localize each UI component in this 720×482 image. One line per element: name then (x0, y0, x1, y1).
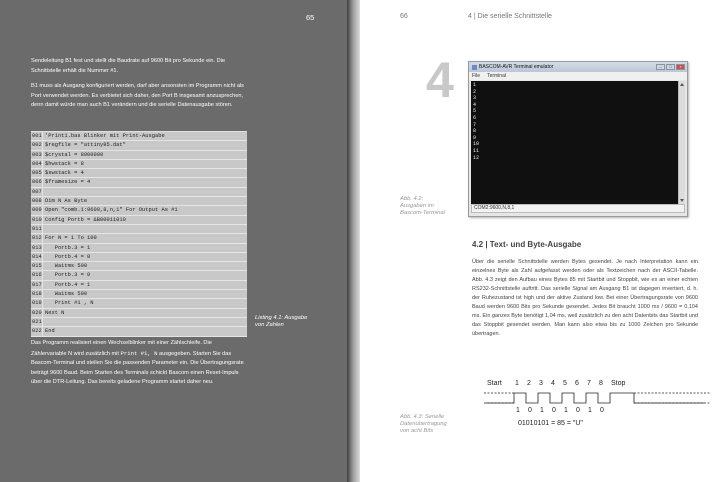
terminal-output-line: 5 (473, 108, 477, 115)
bit-value: 0 (528, 407, 532, 414)
code-line (31, 197, 247, 206)
bit-value: 0 (552, 407, 556, 414)
code-text: Portb.3 = 0 (45, 272, 91, 279)
byte-result: 01010101 = 85 = "U" (518, 420, 583, 427)
bit-slot-label: 8 (599, 380, 603, 387)
paragraph-2: B1 muss als Ausgang konfiguriert werden, darf aber ansonsten im Programm nicht als Port verwendet werden. Es verbietet sich daher, den Port B insgesamt anzusprechen, denn damit würde man auch B1 verändern und die serielle Datenausgabe stören. (31, 83, 244, 109)
minimize-icon[interactable]: – (656, 64, 665, 70)
line-number: 019 (32, 300, 42, 307)
code-line (31, 318, 247, 327)
bit-slot-label: 1 (515, 380, 519, 387)
code-text: Portb.4 = 1 (45, 281, 91, 288)
line-number: 013 (32, 244, 42, 251)
waveform-line (486, 393, 704, 403)
code-text: Portb.3 = 1 (45, 244, 91, 251)
terminal-screen[interactable] (471, 81, 678, 204)
left-page (0, 0, 347, 482)
line-number: 003 (32, 151, 42, 158)
terminal-output-line: 4 (473, 101, 477, 108)
code-text: $regfile = "attiny85.dat" (45, 142, 126, 149)
terminal-output-line: 6 (473, 114, 477, 121)
bit-value: 1 (516, 407, 520, 414)
serial-diagram (484, 373, 714, 433)
line-number: 002 (32, 142, 42, 149)
code-text: $swstack = 4 (45, 170, 84, 177)
code-line (31, 327, 247, 336)
bit-slot-label: 2 (527, 380, 531, 387)
terminal-output-line: 2 (473, 88, 477, 95)
terminal-statusbar: COM2:9600,N,8,1 (471, 204, 685, 213)
line-number: 011 (32, 225, 42, 232)
terminal-output-line: 7 (473, 121, 477, 128)
window-controls (656, 64, 685, 70)
listing-caption (255, 315, 307, 329)
code-text: $hwstack = 8 (45, 160, 84, 167)
page-number-right: 66 (400, 13, 408, 20)
bit-slot-label: 7 (587, 380, 591, 387)
terminal-output-line: 1 (473, 82, 477, 88)
paragraph-3-part: ausgegeben. Starten Sie das Bascom-Terminal und stellen Sie die passenden Parameter ein. Die Übertragungsrate beträgt 9600 Baud. Beim Starten des Terminals schickt Bascom einen Reset-Impuls über die DTR-Leitung. Das bereits geladene Programm startet daher neu. (31, 350, 244, 386)
terminal-window (468, 61, 688, 217)
code-line (31, 225, 247, 234)
bit-value: 1 (564, 407, 568, 414)
code-line (31, 141, 247, 150)
code-text: Next N (45, 309, 65, 316)
bit-value: 1 (540, 407, 544, 414)
paragraph-3-part: Das Programm realisiert einen Wechselblinker mit einer Zählschleife. Die Zählervariable N wird zusätzlich mit (31, 340, 212, 357)
code-line (31, 132, 247, 141)
terminal-menubar (469, 72, 687, 80)
code-line (31, 253, 247, 262)
code-line (31, 281, 247, 290)
bit-value: 1 (588, 407, 592, 414)
line-number: 004 (32, 160, 42, 167)
code-text: Config Portb = &B00011010 (45, 216, 126, 223)
code-text: End (45, 328, 55, 335)
listing-caption-line: Listing 4.1: Ausgabe (255, 315, 308, 321)
code-line (31, 299, 247, 308)
line-number: 010 (32, 216, 42, 223)
bit-slot-label: 5 (563, 380, 567, 387)
caption-line: Ausgaben im (400, 203, 434, 209)
terminal-output-line: 11 (473, 147, 480, 154)
left-text-bottom (31, 339, 247, 394)
terminal-titlebar[interactable] (469, 62, 687, 72)
terminal-title: BASCOM-AVR Terminal emulator (479, 64, 554, 70)
code-line (31, 169, 247, 178)
app-icon (472, 65, 477, 70)
line-number: 008 (32, 198, 42, 205)
code-listing (31, 131, 247, 337)
bit-slot-label: Stop (611, 380, 626, 387)
right-page (360, 0, 720, 482)
maximize-icon[interactable]: □ (666, 64, 675, 70)
code-line (31, 309, 247, 318)
caption-line: von acht Bits (400, 428, 434, 434)
code-text (43, 188, 45, 196)
listing-caption-line: von Zahlen (255, 322, 284, 328)
menu-file[interactable]: File (472, 73, 481, 79)
code-line (31, 216, 247, 225)
code-line (31, 262, 247, 271)
line-number: 005 (32, 170, 42, 177)
chapter-number: 4 (426, 52, 454, 108)
figure-caption-4-2 (400, 196, 445, 217)
line-number: 022 (32, 328, 42, 335)
code-text: Dim N As Byte (45, 198, 88, 205)
book-gutter (347, 0, 360, 482)
code-line (31, 290, 247, 299)
line-number: 020 (32, 309, 42, 316)
code-text: Print #1 , N (45, 300, 94, 307)
code-text: 'Print1.bas Blinker mit Print-Ausgabe (45, 133, 165, 139)
line-number: 021 (32, 318, 42, 325)
code-text: Waitms 500 (45, 291, 88, 298)
terminal-output-line: 12 (473, 154, 480, 161)
terminal-output-line: 8 (473, 128, 477, 135)
line-number: 009 (32, 207, 42, 214)
line-number: 006 (32, 179, 42, 186)
section-body: Über die serielle Schnittstelle werden Bytes gesendet. Je nach Interpretation kann ein einzelnes Byte als Zahl aufgefasst werden oder als Textzeichen nach der ASCII-Tabelle. Abb. 4.3 zeigt den Aufbau eines Bytes 85 mit Startbit und Stoppbit, wie es an einer echten RS232-Schnittstelle auftritt. Das serielle Signal am Ausgang B1 ist dagegen invertiert, d. h. der Ruhezustand ist high und der aktive Zustand low. Bei einer Übertragungsrate von 9600 Baud werden 9600 Bits pro Sekunde gesendet. Jedes Bit braucht 1000 ms / 9600 = 0,104 ms. Ein ganzes Byte benötigt 1,04 ms, weil zusätzlich zu den acht Datenbits das Startbit und das Stoppbit gesendet werden. Man kann also etwa bis zu 1000 Zeichen pro Sekunde übertragen. (472, 259, 698, 337)
terminal-output-line: 9 (473, 134, 477, 141)
line-number: 012 (32, 235, 42, 242)
bit-slot-label: 3 (539, 380, 543, 387)
code-text: Waitms 500 (45, 263, 88, 270)
menu-terminal[interactable]: Terminal (487, 73, 506, 79)
code-text: $framesize = 4 (45, 179, 91, 186)
code-text: Open "comb.1:9600,8,n,1" For Output As #1 (45, 207, 178, 214)
terminal-output-line: 3 (473, 95, 477, 102)
left-text-top (31, 57, 247, 117)
code-line (31, 244, 247, 253)
line-number: 014 (32, 253, 42, 260)
code-line (31, 151, 247, 160)
inline-code: Print #1, N (120, 349, 158, 357)
code-text (43, 225, 45, 233)
caption-line: Datenübertragung (400, 421, 447, 427)
bit-slot-label: Start (487, 380, 502, 387)
page-header (400, 13, 552, 20)
line-number: 018 (32, 291, 42, 298)
line-number: 007 (32, 188, 42, 195)
terminal-scrollbar[interactable] (678, 81, 685, 204)
caption-line: Abb. 4.3: Serielle (400, 414, 445, 420)
code-text: For N = 1 To 100 (45, 235, 97, 242)
caption-line: Bascom-Terminal (400, 210, 445, 216)
code-line (31, 271, 247, 280)
line-number: 001 (32, 133, 42, 139)
terminal-output-line: 10 (473, 141, 480, 148)
line-number: 015 (32, 263, 42, 270)
code-line (31, 206, 247, 215)
bit-slot-label: 4 (551, 380, 555, 387)
code-line (31, 188, 247, 197)
code-text: Portb.4 = 0 (45, 253, 91, 260)
section-heading: 4.2 | Text- und Byte-Ausgabe (472, 240, 582, 249)
code-line (31, 178, 247, 187)
code-line (31, 234, 247, 243)
paragraph-1: Sendeleitung B1 fest und stellt die Baudrate auf 9600 Bit pro Sekunde ein. Die Schnittstelle erhält die Nummer #1. (31, 58, 226, 74)
bit-value: 0 (576, 407, 580, 414)
header-section-title: 4 | Die serielle Schnittstelle (468, 13, 552, 20)
line-number: 016 (32, 272, 42, 279)
code-text: $crystal = 8000000 (45, 151, 104, 158)
code-text (43, 318, 45, 326)
bit-value: 0 (600, 407, 604, 414)
page-number-left: 65 (306, 13, 315, 22)
figure-caption-4-3 (400, 414, 447, 435)
close-icon[interactable]: × (676, 64, 685, 70)
paragraph-3 (31, 339, 247, 388)
line-number: 017 (32, 281, 42, 288)
code-line (31, 160, 247, 169)
bit-slot-label: 6 (575, 380, 579, 387)
caption-line: Abb. 4.2: (400, 196, 424, 202)
